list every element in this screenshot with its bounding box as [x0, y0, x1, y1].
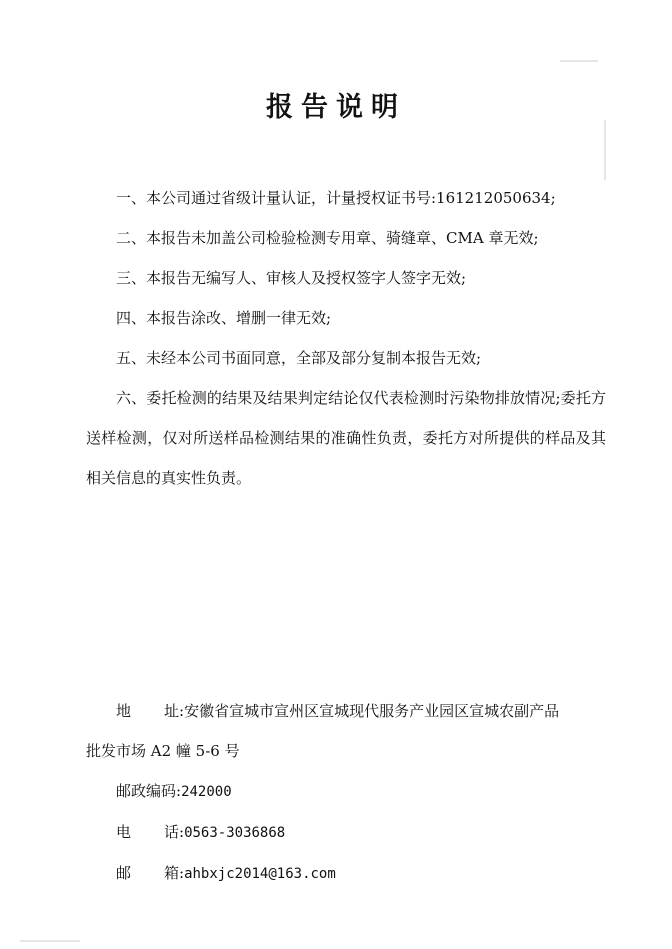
phone-label-1: 电 — [116, 823, 132, 841]
clause-list — [86, 178, 606, 498]
clause-1: 一、本公司通过省级计量认证，计量授权证书号:161212050634; — [116, 189, 556, 207]
address-row-continued — [86, 731, 610, 771]
email-row — [86, 853, 610, 894]
address-line-1: 安徽省宣城市宣州区宣城现代服务产业园区宣城农副产品 — [184, 702, 560, 720]
email-label-1: 邮 — [116, 864, 132, 882]
page-title: 报告说明 — [266, 92, 406, 123]
address-row — [86, 691, 610, 731]
scan-artifact — [604, 120, 606, 180]
email-label-2: 箱: — [164, 864, 185, 882]
scan-artifact — [560, 60, 598, 62]
phone-row — [86, 812, 610, 853]
contact-block — [86, 691, 610, 894]
clause-5: 五、未经本公司书面同意，全部及部分复制本报告无效; — [116, 349, 482, 367]
clause-2: 二、本报告未加盖公司检验检测专用章、骑缝章、CMA 章无效; — [116, 229, 539, 247]
address-line-2: 批发市场 A2 幢 5-6 号 — [86, 742, 240, 760]
phone-value: 0563-3036868 — [184, 825, 286, 841]
address-label-1: 地 — [116, 702, 132, 720]
address-label-2: 址: — [164, 702, 185, 720]
postcode-row — [86, 771, 610, 812]
clause-3: 三、本报告无编写人、审核人及授权签字人签字无效; — [116, 269, 467, 287]
postcode-label: 邮政编码: — [116, 782, 182, 800]
clause-4: 四、本报告涂改、增删一律无效; — [116, 309, 332, 327]
email-value: ahbxjc2014@163.com — [184, 866, 336, 882]
postcode-value: 242000 — [181, 784, 232, 800]
phone-label-2: 话: — [164, 823, 185, 841]
scan-artifact — [20, 940, 80, 942]
clause-6: 六、委托检测的结果及结果判定结论仅代表检测时污染物排放情况;委托方送样检测，仅对所送样品检测结果的准确性负责，委托方对所提供的样品及其相关信息的真实性负责。 — [86, 389, 606, 487]
